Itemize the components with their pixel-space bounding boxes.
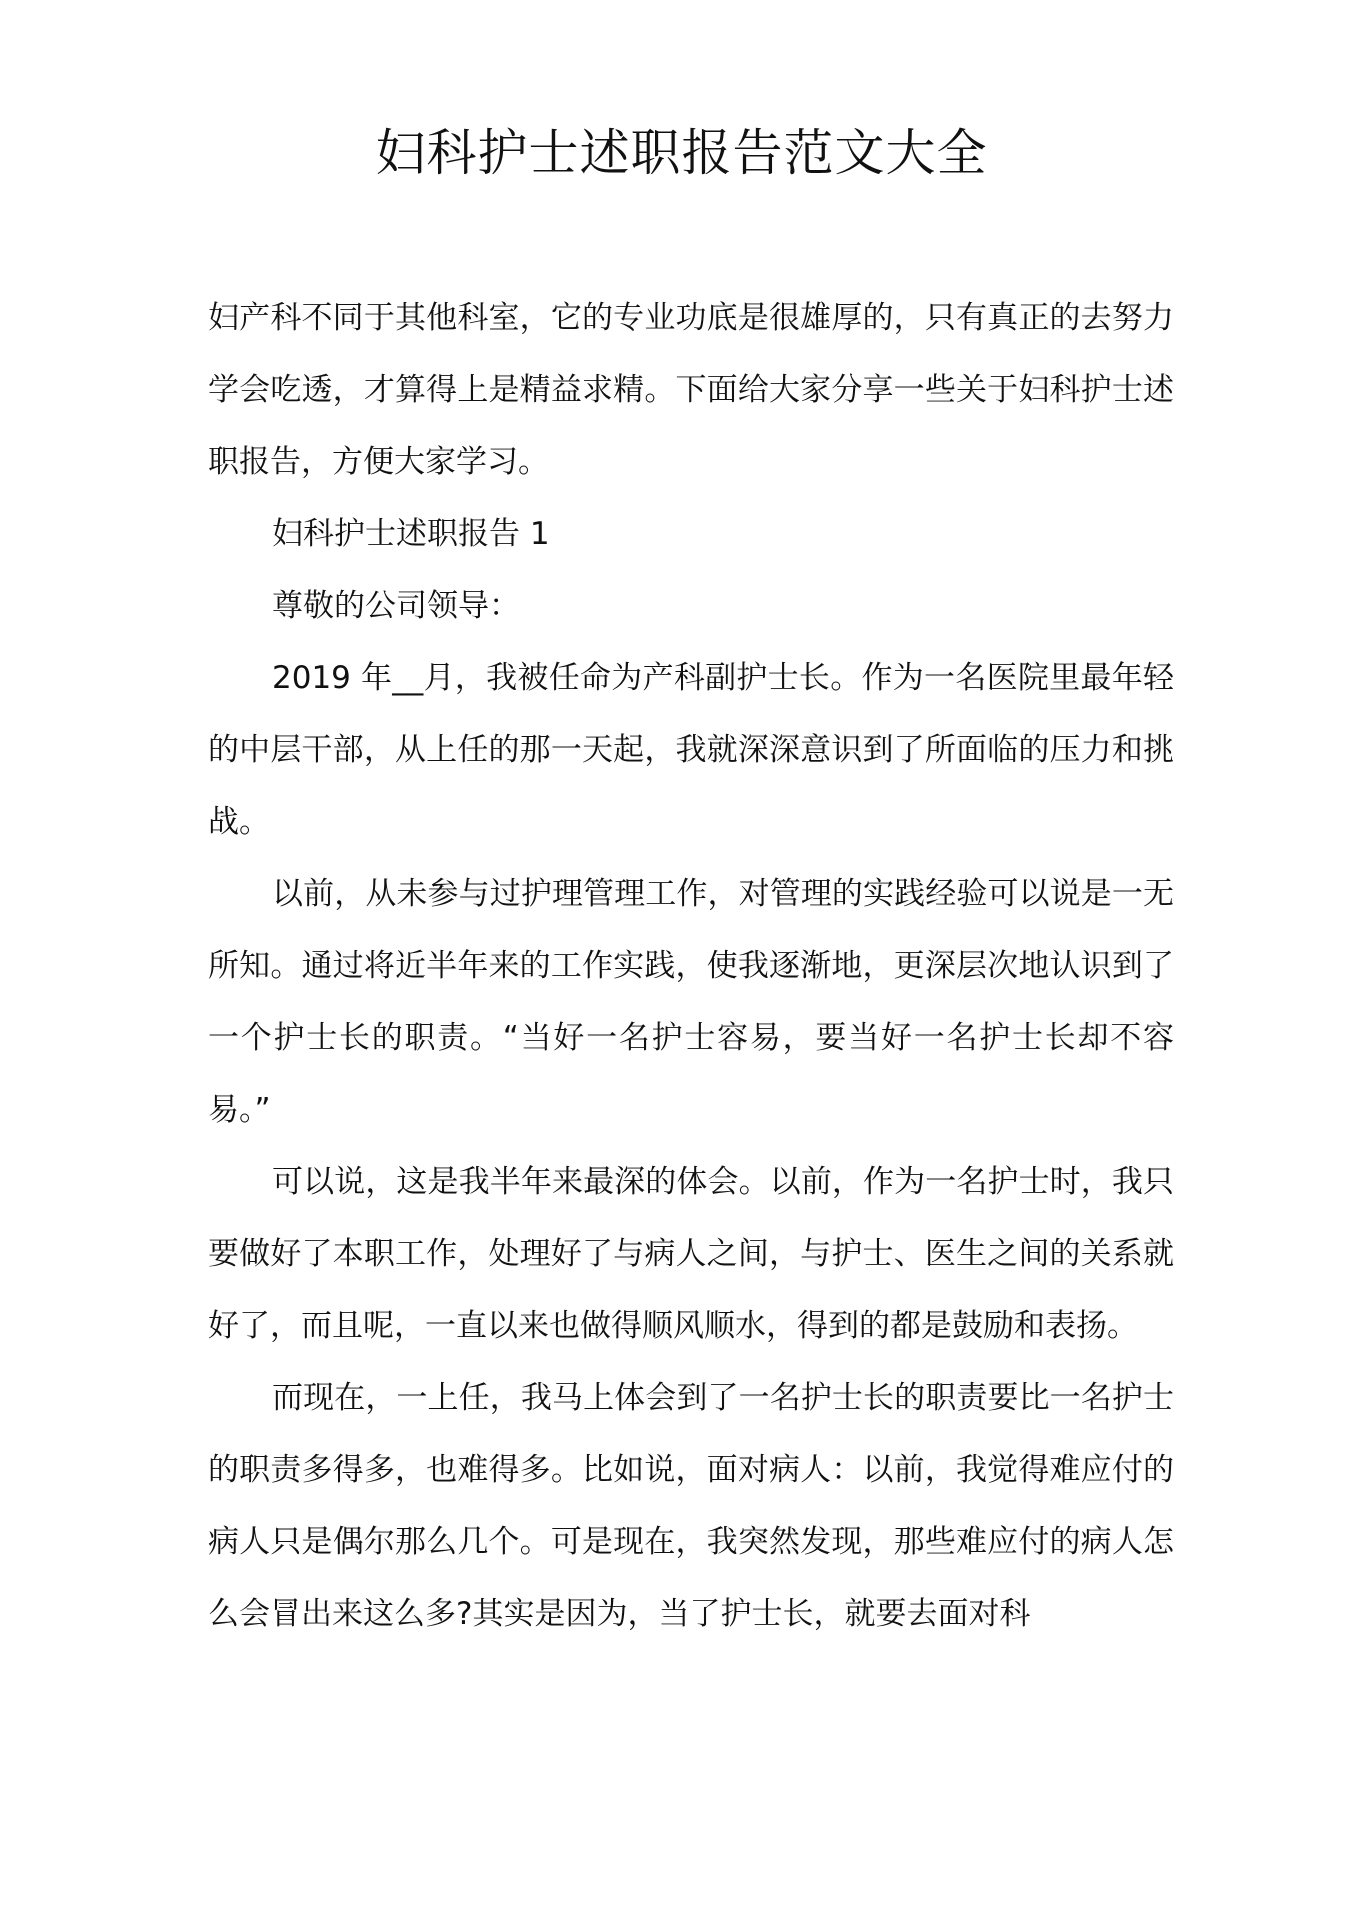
paragraph-report-heading: 妇科护士述职报告 1 — [272, 516, 550, 552]
document-body — [208, 282, 1174, 1650]
paragraph: 可以说，这是我半年来最深的体会。以前，作为一名护士时，我只要做好了本职工作，处理好了与病人之间，与护士、医生之间的关系就好了，而且呢，一直以来也做得顺风顺水，得到的都是鼓励和表扬。 — [208, 1164, 1174, 1344]
paragraph-intro: 妇产科不同于其他科室，它的专业功底是很雄厚的，只有真正的去努力学会吃透，才算得上是精益求精。下面给大家分享一些关于妇科护士述职报告，方便大家学习。 — [208, 300, 1174, 480]
paragraph: 而现在，一上任，我马上体会到了一名护士长的职责要比一名护士的职责多得多，也难得多。比如说，面对病人：以前，我觉得难应付的病人只是偶尔那么几个。可是现在，我突然发现，那些难应付的病人怎么会冒出来这么多?其实是因为，当了护士长，就要去面对科 — [208, 1380, 1174, 1632]
paragraph: 以前，从未参与过护理管理工作，对管理的实践经验可以说是一无所知。通过将近半年来的工作实践，使我逐渐地，更深层次地认识到了一个护士长的职责。“当好一名护士容易，要当好一名护士长却不容易。” — [208, 876, 1174, 1128]
paragraph-salutation: 尊敬的公司领导： — [272, 588, 520, 624]
document-title: 妇科护士述职报告范文大全 — [375, 124, 988, 182]
paragraph: 2019 年__月，我被任命为产科副护士长。作为一名医院里最年轻的中层干部，从上任的那一天起，我就深深意识到了所面临的压力和挑战。 — [208, 660, 1174, 840]
